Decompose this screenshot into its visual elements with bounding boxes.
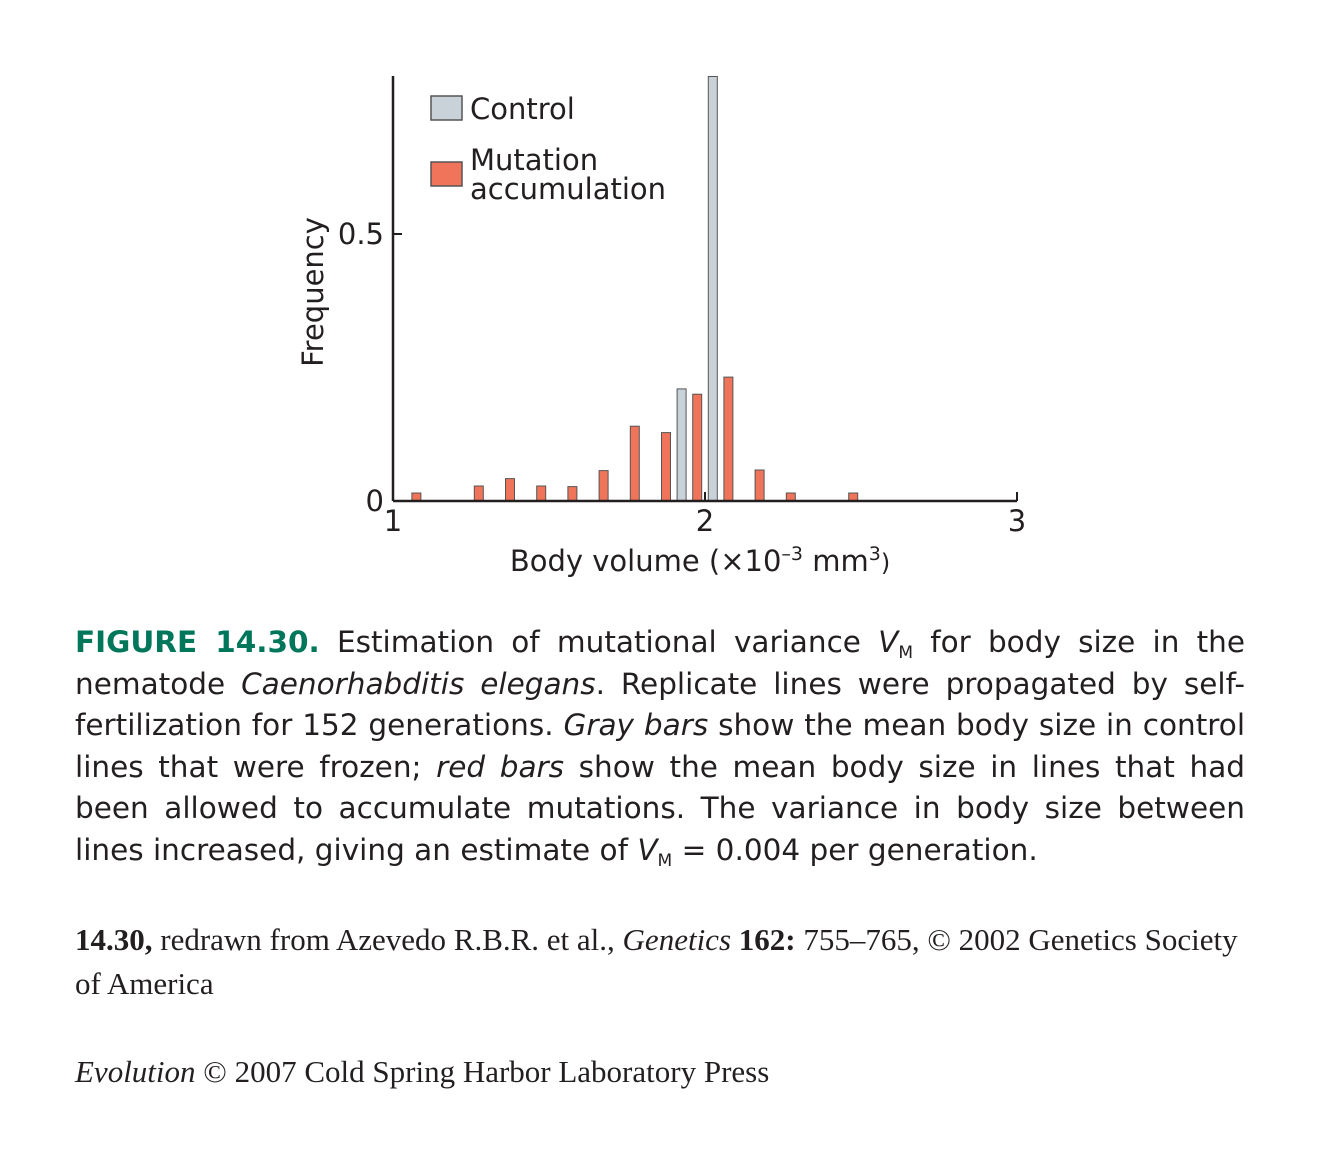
vm-subscript: M [898,643,913,663]
vm-subscript: M [657,850,673,871]
credit-text: redrawn from Azevedo R.B.R. et al., [152,922,623,957]
journal-name: Genetics [622,922,732,957]
credit-figure-number: 14.30, [75,922,153,957]
caption-text: show the mean body size in lines that had been allowed to accumulate mutations. The variance in body size between lines increased, giving an estimate of [75,749,1245,867]
mutation-bar [630,426,639,501]
figure-label: FIGURE 14.30. [75,625,320,659]
figure-caption [75,622,1245,872]
journal-volume: 162: [731,922,796,957]
caption-text: = 0.004 per generation. [672,832,1038,867]
y-tick-label: 0 [365,484,384,518]
mutation-bar [724,377,733,501]
vm-symbol: V [637,832,658,867]
bars-layer [412,77,858,502]
credit-text: 755–765, © 2002 Genetics Society of America [75,922,1238,1001]
press-copyright [75,1050,769,1094]
control-bar [708,77,717,502]
caption-text: Estimation of mutational variance [319,625,879,659]
mutation-bar [755,470,764,501]
y-axis-label: Frequency [296,217,330,367]
caption-text: for body size in the nematode [75,625,1245,701]
axes-layer [393,76,1017,501]
press-text: © 2007 Cold Spring Harbor Laboratory Press [195,1054,770,1089]
legend-swatch-mutation [431,162,462,186]
x-axis-label: Body volume ($\times 10^{-3}$ $mm^3_)$ [509,543,891,578]
x-tick-label: 1 [383,504,403,538]
legend-label-control: Control [470,92,575,126]
gray-bars-term: Gray bars [563,708,709,743]
mutation-bar [568,487,577,501]
mutation-bar [537,486,546,501]
red-bars-term: red bars [436,749,565,784]
mutation-bar [599,471,608,501]
vm-symbol: V [878,625,899,659]
caption-text: show the mean body size in control lines that were frozen; [75,708,1246,784]
legend-label-mutation-line2: accumulation [470,172,667,206]
book-title: Evolution [75,1054,196,1089]
legend-swatch-control [431,96,462,120]
x-tick-label: 3 [1007,504,1027,538]
legend [431,92,666,206]
caption-text: . Replicate lines were propagated by self-fertilization for 152 generations. [75,666,1245,743]
control-bar [677,389,686,501]
mutation-bar [474,486,483,501]
x-tick-label: 2 [695,504,715,538]
legend-label-mutation [470,143,666,206]
species-name: Caenorhabditis elegans [241,666,596,701]
legend-label-mutation-line1: Mutation [470,143,599,177]
mutation-bar [693,394,702,501]
mutation-bar [662,433,671,501]
figure-credit [75,918,1255,1006]
y-tick-label: 0.5 [337,217,384,251]
mutation-bar [506,479,515,501]
